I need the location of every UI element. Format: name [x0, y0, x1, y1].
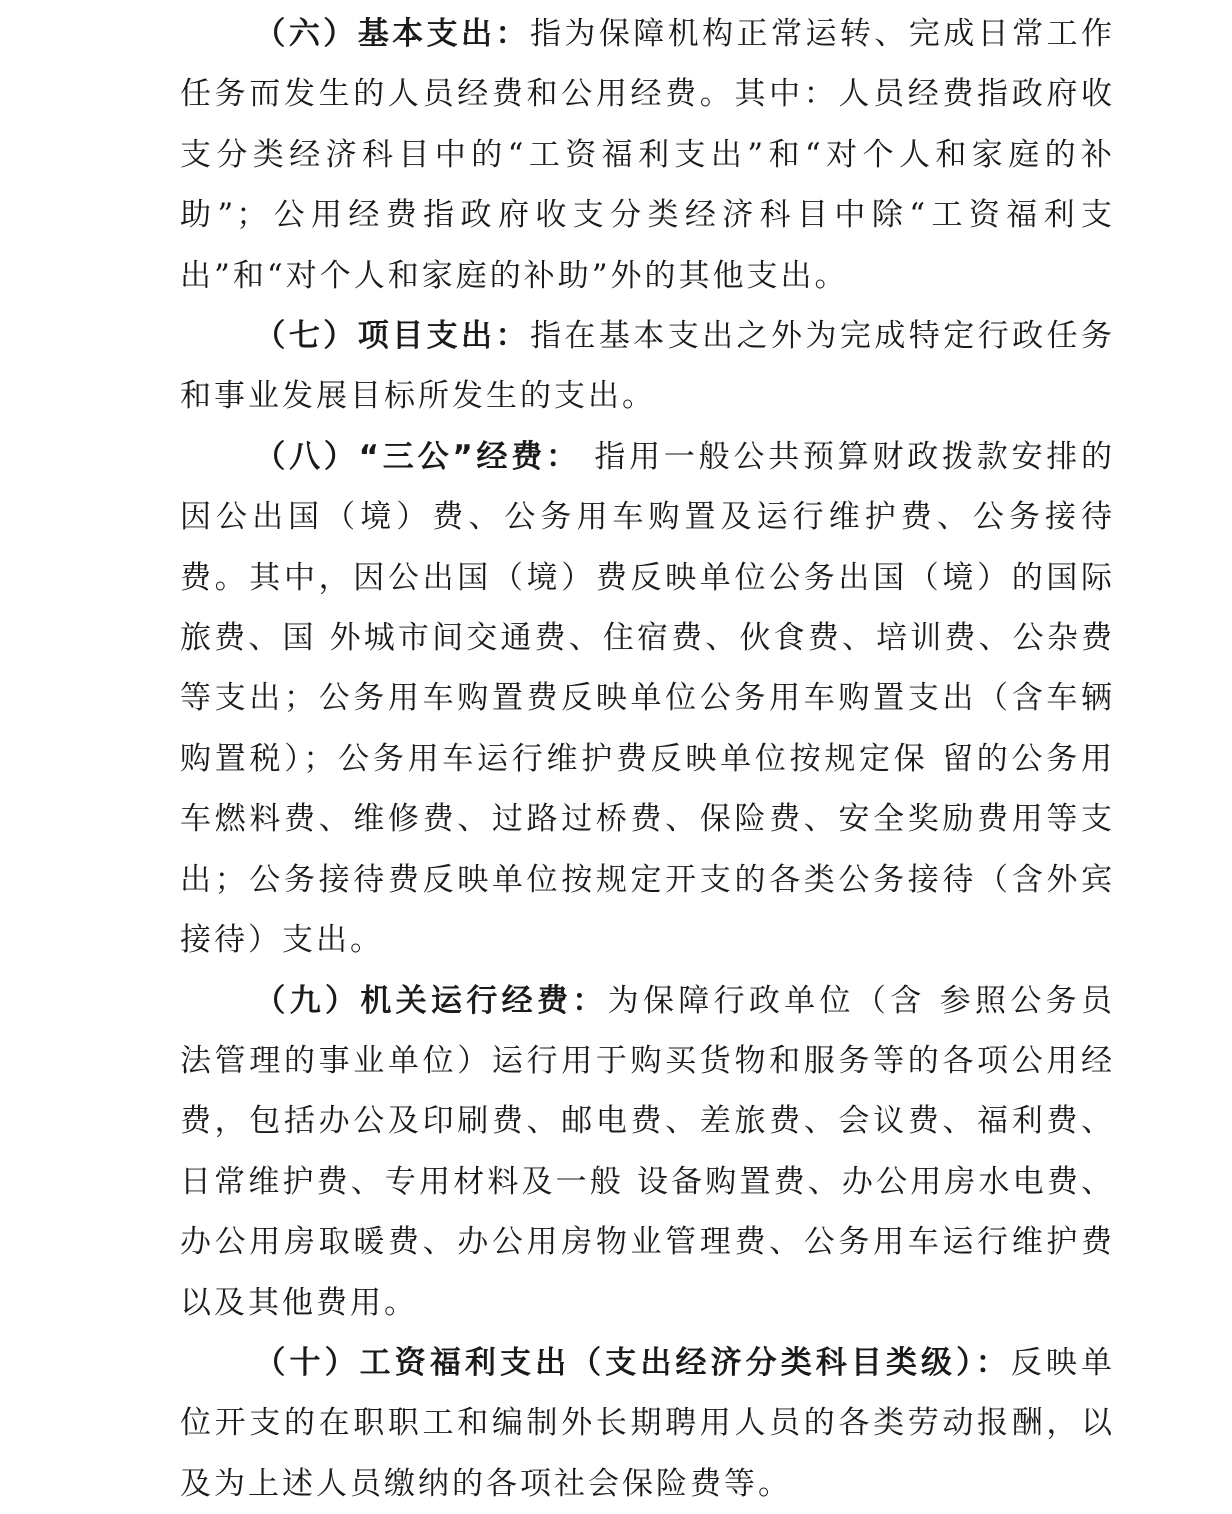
term-wage-welfare-expenditure: （十）工资福利支出（支出经济分类科目类级）： [254, 1344, 1011, 1381]
term-project-expenditure: （七）项目支出： [254, 318, 530, 355]
definition-project-expenditure: 指在基本支出之外为完成特定行政任务和事业发展目标所发生的支出。 [180, 318, 1116, 415]
paragraph-project-expenditure [180, 306, 1115, 427]
paragraph-basic-expenditure [180, 4, 1115, 306]
paragraph-wage-welfare-expenditure [180, 1333, 1115, 1514]
definition-agency-operating-expenses: 为保障行政单位（含 参照公务员法管理的事业单位）运行用于购买货物和服务等的各项公用经费，包括办公及印刷费、邮电费、差旅费、会议费、福利费、日常维护费、专用材料及一般 设备购置费、办公用房水电费、办公用房取暖费、办公用房物业管理费、公务用车运行维护费以及其他费用。 [180, 982, 1115, 1321]
paragraph-three-public-expenses [180, 427, 1115, 971]
definition-three-public-expenses: 指用一般公共预算财政拨款安排的因公出国（境）费、公务用车购置及运行维护费、公务接待费。其中，因公出国（境）费反映单位公务出国（境）的国际旅费、国 外城市间交通费、住宿费、伙食费、培训费、公杂费等支出；公务用车购置费反映单位公务用车购置支出（含车辆购置税）；公务用车运行维护费反映单位按规定保 留的公务用车燃料费、维修费、过路过桥费、保险费、安全奖励费用等支出；公务接待费反映单位按规定开支的各类公务接待（含外宾接待）支出。 [180, 438, 1116, 959]
term-agency-operating-expenses: （九）机关运行经费： [254, 982, 608, 1019]
definition-wage-welfare-expenditure: 反映单位开支的在职职工和编制外长期聘用人员的各类劳动报酬，以及为上述人员缴纳的各项社会保险费等。 [180, 1344, 1116, 1502]
term-three-public-expenses: （八）“三公”经费： [254, 438, 581, 475]
document-page [180, 4, 1115, 1514]
definition-basic-expenditure: 指为保障机构正常运转、完成日常工作任务而发生的人员经费和公用经费。其中：人员经费指政府收支分类经济科目中的“工资福利支出”和“对个人和家庭的补助”；公用经费指政府收支分类经济科目中除“工资福利支出”和“对个人和家庭的补助”外的其他支出。 [180, 16, 1116, 294]
term-basic-expenditure: （六）基本支出： [254, 16, 530, 52]
paragraph-agency-operating-expenses [180, 971, 1115, 1333]
